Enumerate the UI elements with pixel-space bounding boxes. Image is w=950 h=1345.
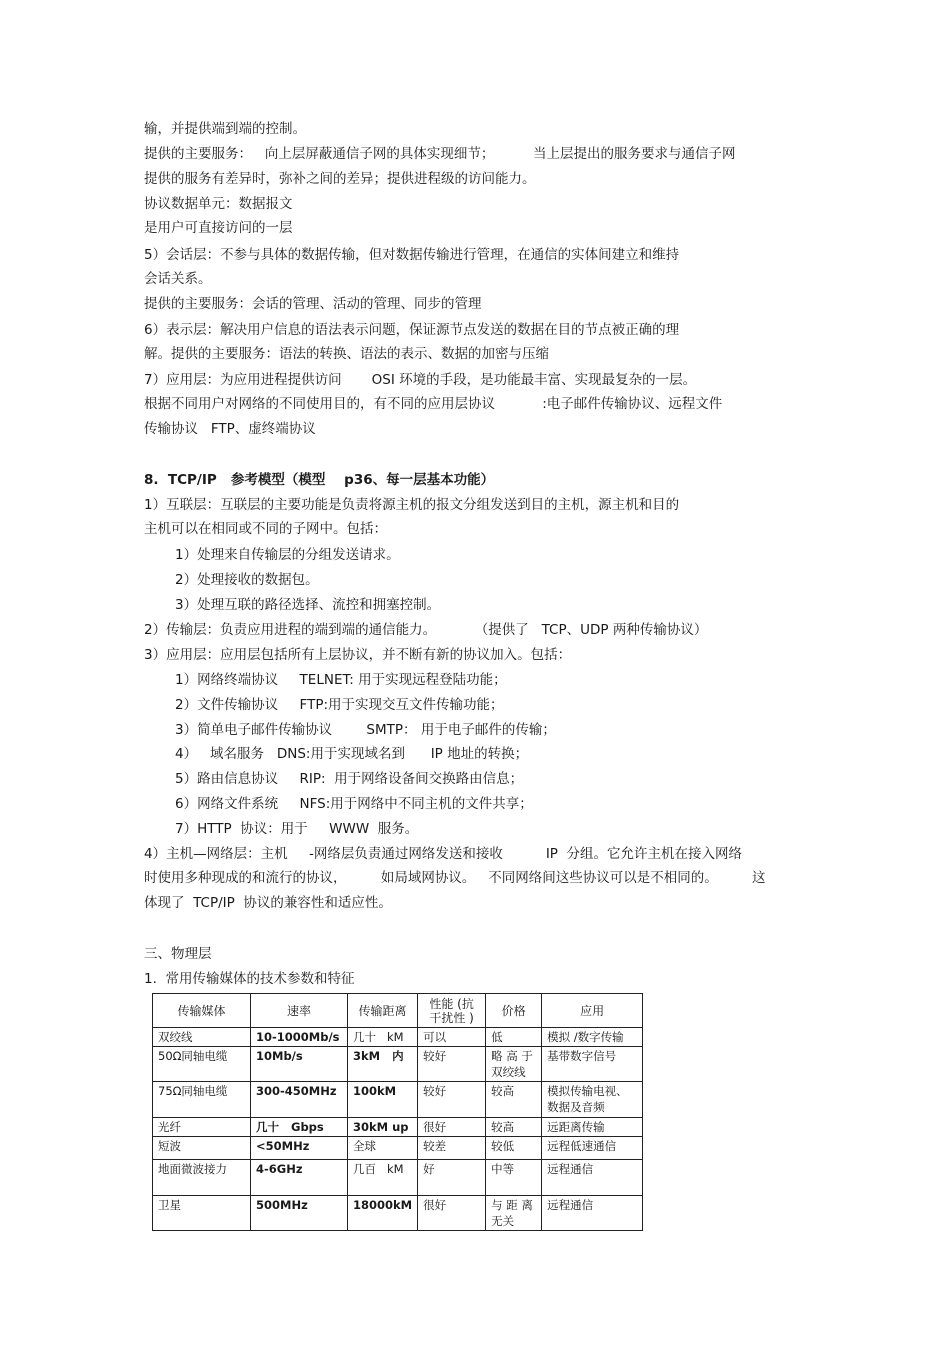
list-item: 1）网络终端协议 TELNET: 用于实现远程登陆功能； <box>175 672 507 688</box>
text-line: 时使用多种现成的和流行的协议， 如局域网协议。 不同网络间这些协议可以是不相同的。 这 <box>144 870 766 886</box>
table-cell: 卫星 <box>153 1196 251 1231</box>
text-line: 主机可以在相同或不同的子网中。包括： <box>144 521 387 537</box>
table-cell: 3kM 内 <box>348 1047 418 1082</box>
section-heading-tcpip: 8. TCP/IP 参考模型（模型 p36、每一层基本功能） <box>144 472 495 488</box>
table-cell: 50Ω同轴电缆 <box>153 1047 251 1082</box>
table-row <box>153 1082 643 1118</box>
text-line: 提供的服务有差异时，弥补之间的差异；提供进程级的访问能力。 <box>144 171 536 187</box>
table-cell: 18000kM <box>348 1196 418 1231</box>
column-header: 应用 <box>542 994 643 1028</box>
table-cell: 地面微波接力 <box>153 1160 251 1196</box>
column-header: 传输距离 <box>348 994 418 1028</box>
text-line: 解。提供的主要服务：语法的转换、语法的表示、数据的加密与压缩 <box>144 346 549 362</box>
list-item: 4） 域名服务 DNS:用于实现域名到 IP 地址的转换； <box>175 746 529 762</box>
list-item: 7）HTTP 协议：用于 WWW 服务。 <box>175 821 419 837</box>
section-heading-physical: 三、物理层 <box>144 946 212 962</box>
column-header: 传输媒体 <box>153 994 251 1028</box>
subsection-heading-media: 1. 常用传输媒体的技术参数和特征 <box>144 971 355 987</box>
media-table <box>152 993 643 1231</box>
table-cell: 较好 <box>418 1047 486 1082</box>
table-cell: 远程通信 <box>542 1196 643 1231</box>
table-cell: 模拟传输电视、 数据及音频 <box>542 1082 643 1118</box>
table-cell: 低 <box>486 1028 542 1047</box>
text-line: 1）互联层：互联层的主要功能是负责将源主机的报文分组发送到目的主机，源主机和目的 <box>144 497 680 513</box>
table-cell: 远距离传输 <box>542 1118 643 1137</box>
table-cell: 好 <box>418 1160 486 1196</box>
text-line: 3）应用层：应用层包括所有上层协议，并不断有新的协议加入。包括： <box>144 647 572 663</box>
table-cell: 中等 <box>486 1160 542 1196</box>
table-cell: 500MHz <box>251 1196 348 1231</box>
list-item: 2）文件传输协议 FTP:用于实现交互文件传输功能； <box>175 697 504 713</box>
table-cell: 几百 kM <box>348 1160 418 1196</box>
text-line: 6）表示层：解决用户信息的语法表示问题，保证源节点发送的数据在目的节点被正确的理 <box>144 322 680 338</box>
text-line: 是用户可直接访问的一层 <box>144 220 293 236</box>
table-cell: 300-450MHz <box>251 1082 348 1118</box>
text-line: 会话关系。 <box>144 271 212 287</box>
table-cell: 全球 <box>348 1137 418 1160</box>
table-cell: 10-1000Mb/s <box>251 1028 348 1047</box>
table-cell: 较低 <box>486 1137 542 1160</box>
table-cell: <50MHz <box>251 1137 348 1160</box>
text-line: 根据不同用户对网络的不同使用目的，有不同的应用层协议 :电子邮件传输协议、远程文件 <box>144 396 723 412</box>
table-cell: 较高 <box>486 1082 542 1118</box>
text-line: 4）主机—网络层：主机 -网络层负责通过网络发送和接收 IP 分组。它允许主机在接入网络 <box>144 846 743 862</box>
table-row <box>153 1196 643 1231</box>
table-row <box>153 1160 643 1196</box>
text-line: 5）会话层：不参与具体的数据传输，但对数据传输进行管理，在通信的实体间建立和维持 <box>144 247 680 263</box>
table-cell: 100kM <box>348 1082 418 1118</box>
table-cell: 较差 <box>418 1137 486 1160</box>
text-line: 输，并提供端到端的控制。 <box>144 121 306 137</box>
table-row <box>153 1137 643 1160</box>
table-row <box>153 1028 643 1047</box>
table-cell: 很好 <box>418 1196 486 1231</box>
text-line: 2）传输层：负责应用进程的端到端的通信能力。 （提供了 TCP、UDP 两种传输协议） <box>144 622 708 638</box>
table-cell: 几十 Gbps <box>251 1118 348 1137</box>
text-line: 传输协议 FTP、虚终端协议 <box>144 421 316 437</box>
list-item: 3）处理互联的路径选择、流控和拥塞控制。 <box>175 597 441 613</box>
table-cell: 较高 <box>486 1118 542 1137</box>
text-line: 7）应用层：为应用进程提供访问 OSI 环境的手段，是功能最丰富、实现最复杂的一层。 <box>144 372 697 388</box>
table-row <box>153 1118 643 1137</box>
text-line: 提供的主要服务：会话的管理、活动的管理、同步的管理 <box>144 296 482 312</box>
column-header: 性能 (抗 干扰性 ) <box>418 994 486 1028</box>
table-cell: 较好 <box>418 1082 486 1118</box>
table-cell: 双绞线 <box>153 1028 251 1047</box>
table-cell: 很好 <box>418 1118 486 1137</box>
table-cell: 与 距 离 无关 <box>486 1196 542 1231</box>
list-item: 3）简单电子邮件传输协议 SMTP： 用于电子邮件的传输； <box>175 722 556 738</box>
list-item: 6）网络文件系统 NFS:用于网络中不同主机的文件共享； <box>175 796 533 812</box>
text-line: 协议数据单元：数据报文 <box>144 196 293 212</box>
list-item: 2）处理接收的数据包。 <box>175 572 319 588</box>
table-cell: 远程低速通信 <box>542 1137 643 1160</box>
table-cell: 短波 <box>153 1137 251 1160</box>
list-item: 1）处理来自传输层的分组发送请求。 <box>175 547 400 563</box>
table-cell: 基带数字信号 <box>542 1047 643 1082</box>
table-cell: 10Mb/s <box>251 1047 348 1082</box>
table-cell: 几十 kM <box>348 1028 418 1047</box>
table-cell: 略 高 于 双绞线 <box>486 1047 542 1082</box>
table-cell: 75Ω同轴电缆 <box>153 1082 251 1118</box>
text-line: 体现了 TCP/IP 协议的兼容性和适应性。 <box>144 895 392 911</box>
table-cell: 光纤 <box>153 1118 251 1137</box>
table-header-row <box>153 994 643 1028</box>
table-row <box>153 1047 643 1082</box>
table-cell: 远程通信 <box>542 1160 643 1196</box>
table-cell: 可以 <box>418 1028 486 1047</box>
table-cell: 4-6GHz <box>251 1160 348 1196</box>
text-line: 提供的主要服务： 向上层屏蔽通信子网的具体实现细节； 当上层提出的服务要求与通信子网 <box>144 146 736 162</box>
column-header: 速率 <box>251 994 348 1028</box>
list-item: 5）路由信息协议 RIP: 用于网络设备间交换路由信息； <box>175 771 524 787</box>
table-cell: 30kM up <box>348 1118 418 1137</box>
column-header: 价格 <box>486 994 542 1028</box>
table-cell: 模拟 /数字传输 <box>542 1028 643 1047</box>
